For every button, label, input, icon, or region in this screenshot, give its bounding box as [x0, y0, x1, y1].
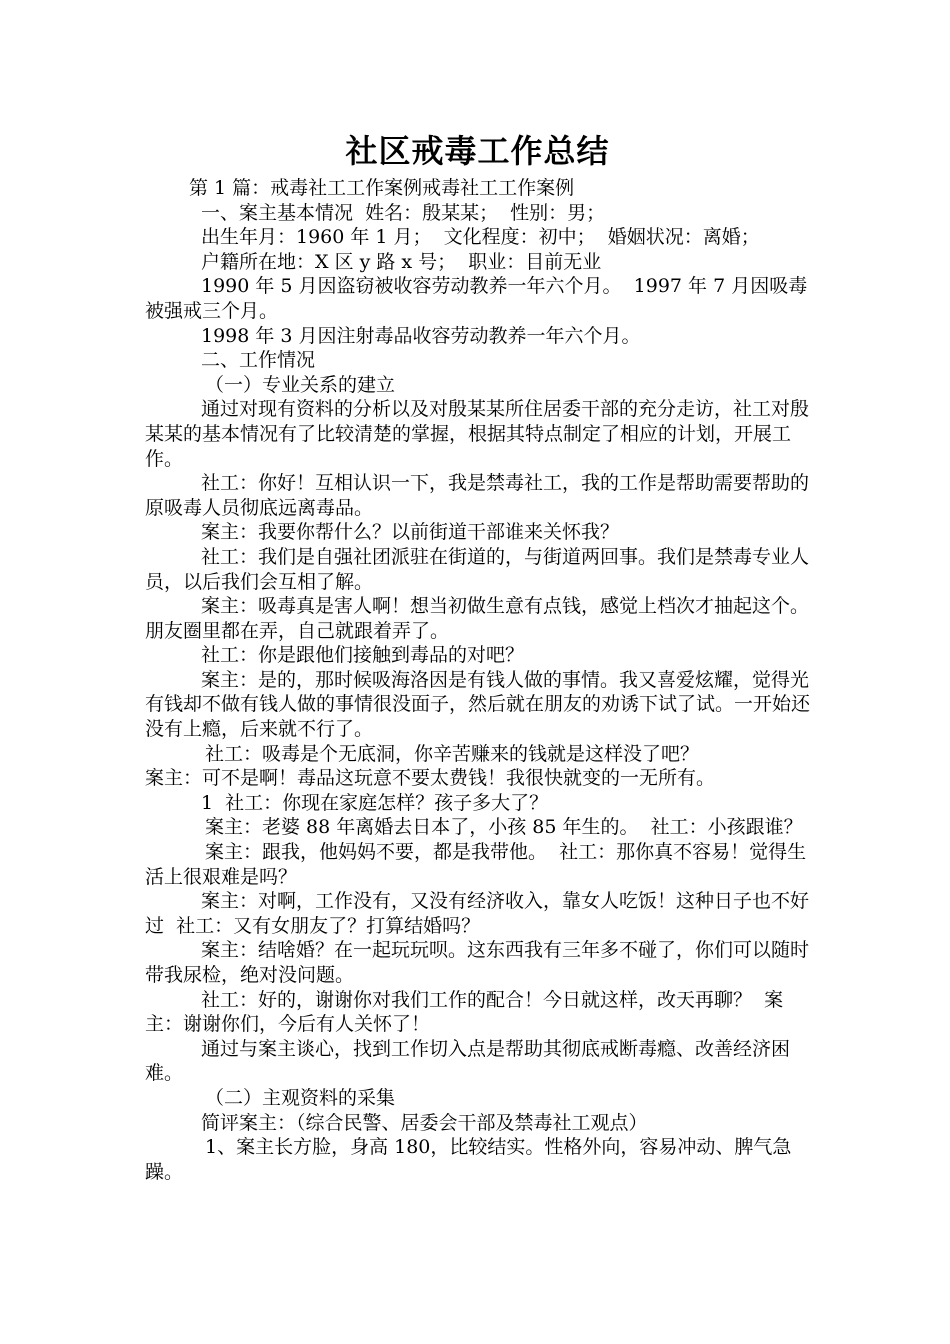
paragraph: 第 1 篇：戒毒社工工作案例戒毒社工工作案例: [189, 177, 575, 199]
paragraph: （二）主观资料的采集: [205, 1086, 396, 1109]
paragraph: 出生年月：1960 年 1 月； 文化程度：初中； 婚姻状况：离婚；: [201, 226, 760, 249]
paragraph: 1998 年 3 月因注射毒品收容劳动教养一年六个月。: [201, 324, 641, 347]
paragraph: 1 社工：你现在家庭怎样？孩子多大了？: [201, 791, 549, 814]
paragraph: 社工：好的，谢谢你对我们工作的配合！今日就这样，改天再聊？ 案主：谢谢你们，今后有人关怀了！: [145, 988, 784, 1036]
paragraph: 通过对现有资料的分析以及对殷某某所住居委干部的充分走访，社工对殷某某的基本情况有了比较清楚的掌握，根据其特点制定了相应的计划，开展工作。: [145, 398, 810, 470]
paragraph: 1990 年 5 月因盗窃被收容劳动教养一年六个月。 1997 年 7 月因吸毒被强戒三个月。: [145, 275, 808, 322]
paragraph: 社工：你好！互相认识一下，我是禁毒社工，我的工作是帮助需要帮助的原吸毒人员彻底远离毒品。: [145, 472, 810, 519]
paragraph: 案主：结啥婚？在一起玩玩呗。这东西我有三年多不碰了，你们可以随时带我尿检，绝对没问题。: [145, 939, 810, 986]
paragraph: 案主：老婆 88 年离婚去日本了，小孩 85 年生的。 社工：小孩跟谁？: [205, 816, 803, 839]
paragraph: 案主：跟我，他妈妈不要，都是我带他。 社工：那你真不容易！觉得生活上很艰难是吗？: [145, 841, 807, 888]
paragraph: 案主：是的，那时候吸海洛因是有钱人做的事情。我又喜爱炫耀，觉得光有钱却不做有钱人做的事情很没面子，然后就在朋友的劝诱下试了试。一开始还没有上瘾，后来就不行了。: [145, 668, 811, 741]
document-title: 社区戒毒工作总结: [345, 132, 610, 170]
paragraph: 社工：你是跟他们接触到毒品的对吧？: [201, 644, 525, 667]
paragraph: 案主：可不是啊！毒品这玩意不要太费钱！我很快就变的一无所有。: [145, 767, 716, 790]
paragraph: 简评案主：（综合民警、居委会干部及禁毒社工观点）: [201, 1111, 648, 1134]
paragraph: （一）专业关系的建立: [205, 373, 396, 396]
paragraph: 案主：对啊，工作没有，又没有经济收入，靠女人吃饭！这种日子也不好过 社工：又有女朋友了？打算结婚吗？: [145, 890, 810, 937]
paragraph: 社工：我们是自强社团派驻在街道的，与街道两回事。我们是禁毒专业人员，以后我们会互相了解。: [145, 545, 810, 593]
paragraph: 1、案主长方脸，身高 180，比较结实。性格外向，容易冲动、脾气急躁。: [145, 1136, 792, 1183]
paragraph: 社工：吸毒是个无底洞，你辛苦赚来的钱就是这样没了吧？: [205, 742, 700, 765]
paragraph: 一、案主基本情况 姓名：殷某某； 性别：男；: [201, 201, 606, 224]
paragraph: 案主：我要你帮什么？以前街道干部谁来关怀我？: [201, 521, 620, 544]
paragraph: 户籍所在地：X 区 y 路 x 号； 职业：目前无业: [201, 250, 602, 273]
paragraph: 案主：吸毒真是害人啊！想当初做生意有点钱，感觉上档次才抽起这个。朋友圈里都在弄，自己就跟着弄了。: [145, 595, 810, 642]
paragraph: 通过与案主谈心，找到工作切入点是帮助其彻底戒断毒瘾、改善经济困难。: [145, 1037, 791, 1085]
document-page: [145, 128, 810, 1184]
document-body: [145, 176, 810, 1184]
paragraph: 二、工作情况: [201, 349, 316, 372]
